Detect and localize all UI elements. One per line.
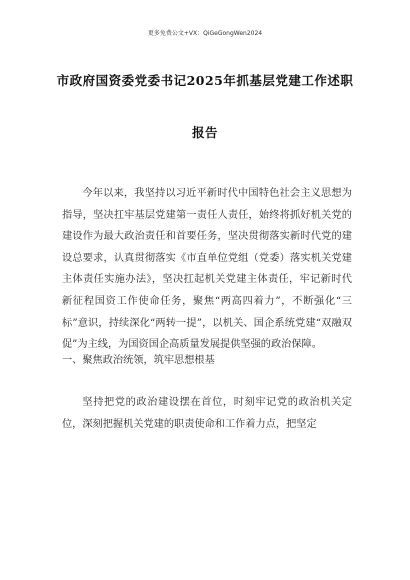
- document-title-continued: 报告: [191, 125, 218, 140]
- intro-paragraph: [62, 183, 352, 356]
- section-paragraph: [62, 392, 352, 435]
- header-note: 更多免费公文+VX：QiGeGongWen2024: [147, 30, 263, 37]
- intro-paragraph-text: 今年以来，我坚持以习近平新时代中国特色社会主义思想为指导，坚决扛牢基层党建第一责任人责任，始终将抓好机关党的建设作为最大政治责任和首要任务，坚决贯彻落实新时代党的建设总要求，认真贯彻落实《市直单位党组（党委）落实机关党建主体责任实施办法》，坚决扛起机关党建主体责任，牢记新时代新征程国资工作使命任务，聚焦“两高四着力”，不断强化“三标”意识，持续深化“两转一提”，以机关、国企系统党建“双融双促”为主线，为国资国企高质量发展提供坚强的政治保障。: [62, 188, 352, 351]
- section-heading: [62, 350, 352, 372]
- section-heading-text: 一、聚焦政治统领，筑牢思想根基: [62, 355, 215, 366]
- section-paragraph-text: 坚持把党的政治建设摆在首位，时刻牢记党的政治机关定位，深刻把握机关党建的职责使命和工作着力点，把坚定: [62, 397, 352, 430]
- document-title: 市政府国资委党委书记2025年抓基层党建工作述职: [56, 73, 354, 88]
